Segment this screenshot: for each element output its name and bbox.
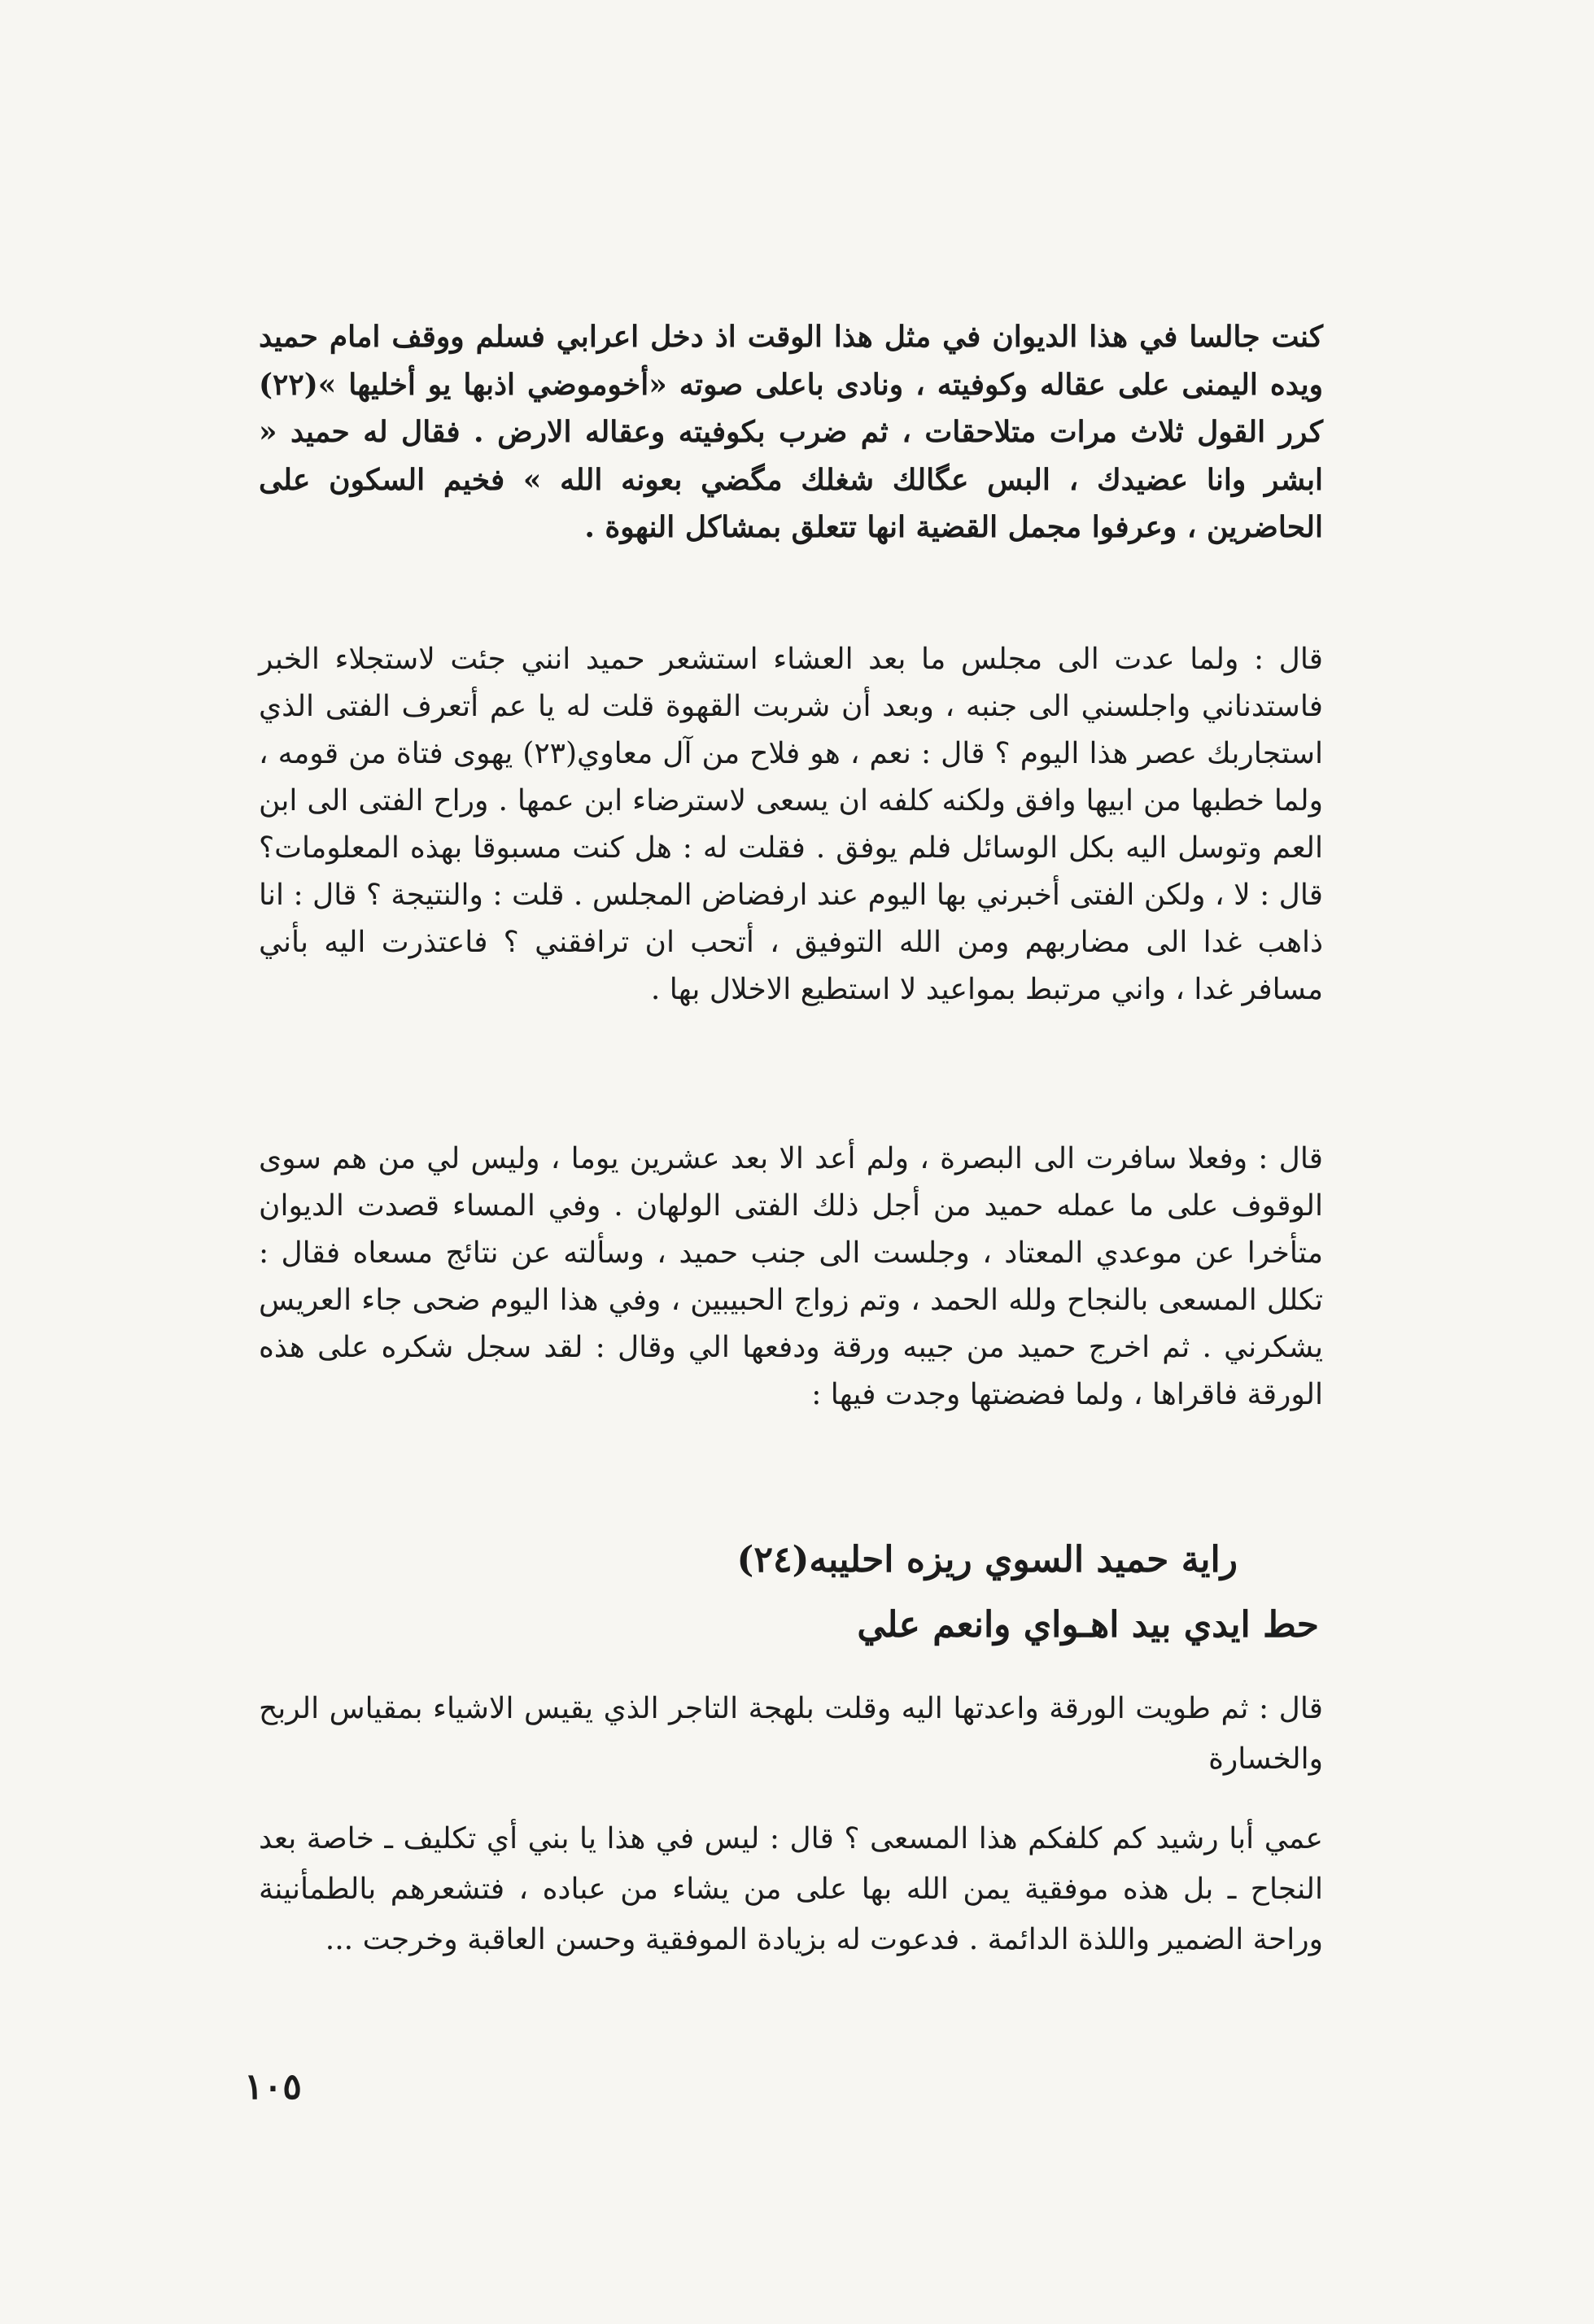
page-number: ١٠٥ <box>244 2066 302 2108</box>
paragraph-text: عمي أبا رشيد كم كلفكم هذا المسعى ؟ قال : ليس في هذا يا بني أي تكليف ـ خاصة بعد النجاح ـ بل هذه موفقية يمن الله بها على من يشاء من عباده ، فتشعرهم بالطمأنينة وراحة الضمير واللذة الدائمة . فدعوت له بزيادة الموفقية وحسن العاقبة وخرجت ... <box>259 1822 1323 1956</box>
poem-verse-line: راية حميد السوي ريزه احليبه(٢٤) <box>736 1539 1238 1581</box>
paragraph-text: قال : ثم طويت الورقة واعدتها اليه وقلت بلهجة التاجر الذي يقيس الاشياء بمقياس الربح والخسارة <box>259 1692 1323 1776</box>
paragraph-closing-dialogue <box>259 1814 1323 1965</box>
paragraph-bedouin-plea <box>259 313 1323 552</box>
paragraph-evening-conversation <box>259 636 1323 1014</box>
paragraph-return-from-basra <box>259 1136 1323 1419</box>
paragraph-text: قال : وفعلا سافرت الى البصرة ، ولم أعد الا بعد عشرين يوما ، وليس لي من هم سوى الوقوف على ما عمله حميد من أجل ذلك الفتى الولهان . وفي المساء قصدت الديوان متأخرا عن موعدي المعتاد ، وجلست الى جنب حميد ، وسألته عن نتائج مسعاه فقال : تكلل المسعى بالنجاح ولله الحمد ، وتم زواج الحبيبين ، وفي هذا اليوم ضحى جاء العريس يشكرني . ثم اخرج حميد من جيبه ورقة ودفعها الي وقال : لقد سجل شكره على هذه الورقة فاقراها ، ولما فضضتها وجدت فيها : <box>259 1142 1323 1411</box>
poem-verse-line: حط ايدي بيد اهـواي وانعم علي <box>857 1604 1319 1646</box>
paragraph-folded-paper <box>259 1684 1323 1785</box>
paragraph-text: كنت جالسا في هذا الديوان في مثل هذا الوقت اذ دخل اعرابي فسلم ووقف امام حميد ويده اليمنى على عقاله وكوفيته ، ونادى باعلى صوته «أخوموضي اذبها يو أخليها »(٢٢) كرر القول ثلاث مرات متلاحقات ، ثم ضرب بكوفيته وعقاله الارض . فقال له حميد « ابشر وانا عضيدك ، البس عگالك شغلك مگضي بعونه الله » فخيم السكون على الحاضرين ، وعرفوا مجمل القضية انها تتعلق بمشاكل النهوة . <box>259 320 1323 544</box>
paragraph-text: قال : ولما عدت الى مجلس ما بعد العشاء استشعر حميد انني جئت لاستجلاء الخبر فاستدناني واجلسني الى جنبه ، وبعد أن شربت القهوة قلت له يا عم أتعرف الفتى الذي استجاربك عصر هذا اليوم ؟ قال : نعم ، هو فلاح من آل معاوي(٢٣) يهوى فتاة من قومه ، ولما خطبها من ابيها وافق ولكنه كلفه ان يسعى لاسترضاء ابن عمها . وراح الفتى الى ابن العم وتوسل اليه بكل الوسائل فلم يوفق . فقلت له : هل كنت مسبوقا بهذه المعلومات؟ قال : لا ، ولكن الفتى أخبرني بها اليوم عند ارفضاض المجلس . قلت : والنتيجة ؟ قال : انا ذاهب غدا الى مضاربهم ومن الله التوفيق ، أتحب ان ترافقني ؟ فاعتذرت اليه بأني مسافر غدا ، واني مرتبط بمواعيد لا استطيع الاخلال بها . <box>259 643 1324 1006</box>
